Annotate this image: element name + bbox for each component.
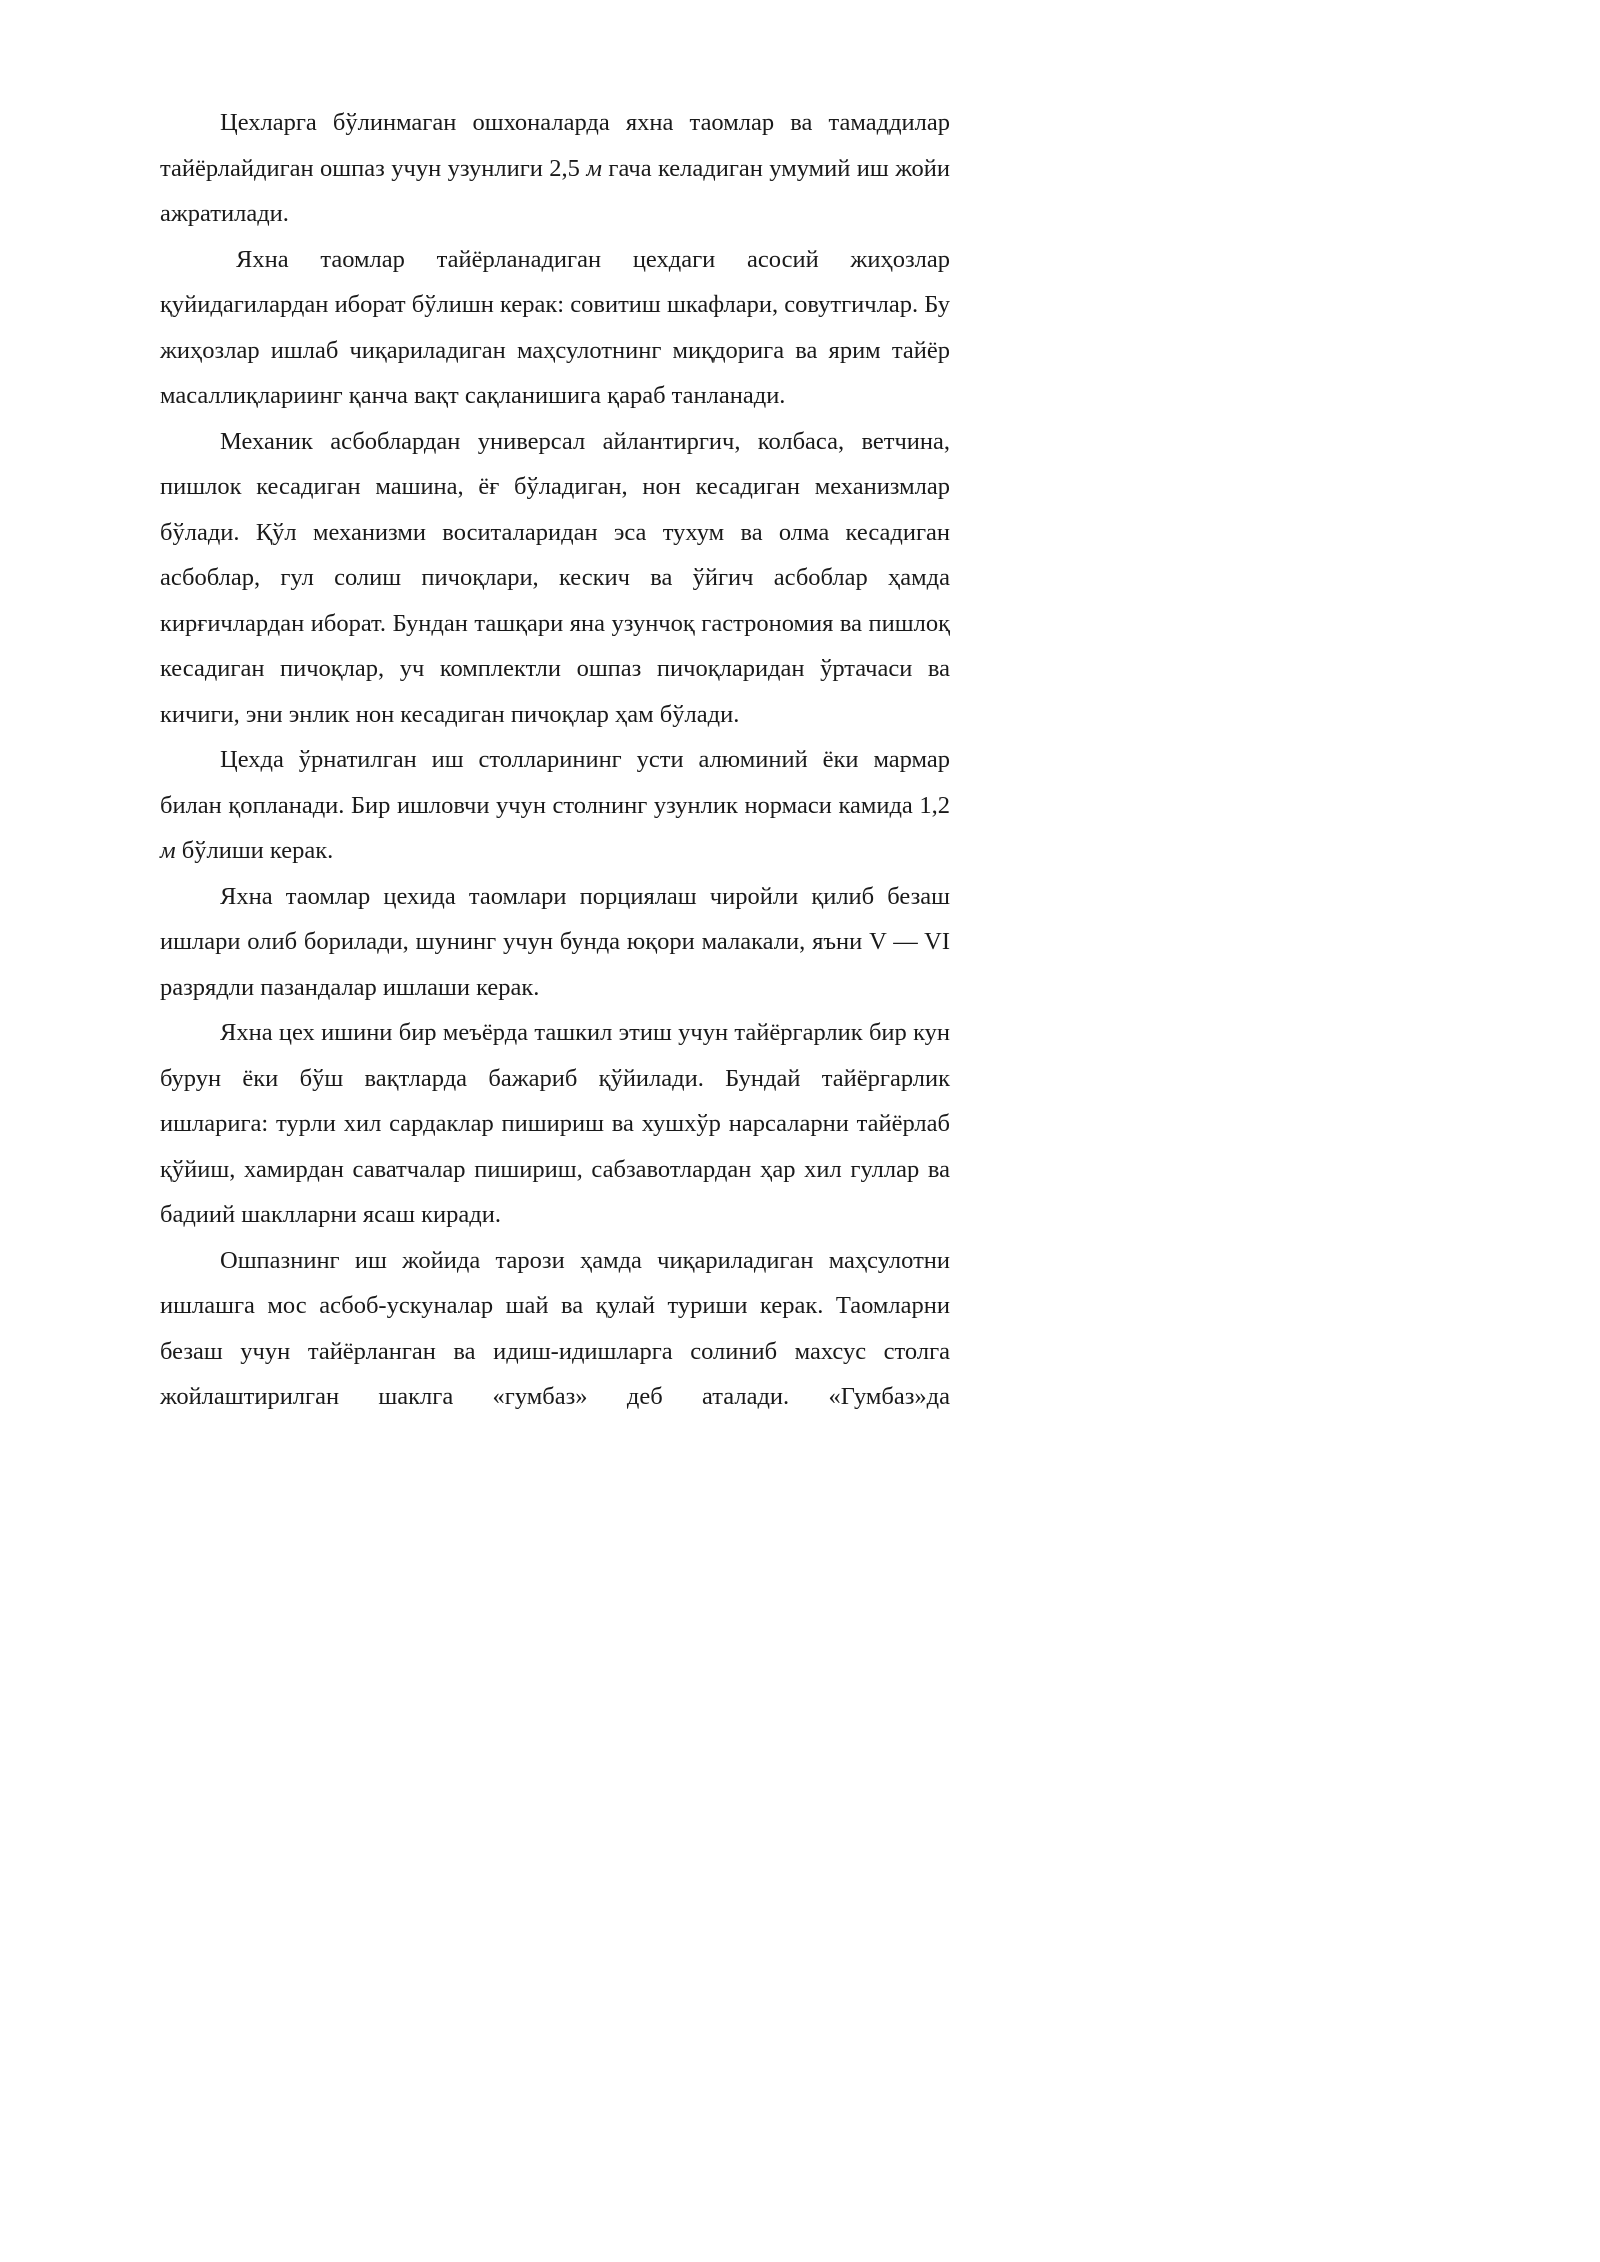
paragraph-4-text-a: Цехда ўрнатилган иш столларининг усти алюминий ёки мармар билан қопланади. Бир ишловчи учун столнинг узунлик нормаси камида 1,2: [160, 746, 950, 819]
paragraph-7: Ошпазнинг иш жойида тарози ҳамда чиқариладиган маҳсулотни ишлашга мос асбоб-ускуналар шай ва қулай туриши керак. Таомларни безаш учун тайёрланган ва идиш-идишларга солиниб махсус столга жойлаштирилган шаклга «гумбаз» деб аталади. «Гумбаз»да: [160, 1246, 950, 1410]
document-body: [160, 100, 950, 1420]
document-page: [0, 0, 1100, 1556]
paragraph-6: Яхна цех ишини бир меъёрда ташкил этиш учун тайёргарлик бир кун бурун ёки бўш вақтларда бажариб қўйилади. Бундай тайёргарлик ишларига: турли хил сардаклар пишириш ва хушхўр нарсаларни тайёрлаб қўйиш, хамирдан саватчалар пишириш, сабзавотлардан ҳар хил гуллар ва бадиий шаклларни ясаш киради.: [160, 1019, 950, 1228]
unit-metre: м: [160, 837, 176, 864]
paragraph-3: Механик асбоблардан универсал айлантиргич, колбаса, ветчина, пишлок кесадиган машина, ёғ бўладиган, нон кесадиган механизмлар бўлади. Қўл механизми воситаларидан эса тухум ва олма кесадиган асбоблар, гул солиш пичоқлари, кескич ва ўйгич асбоблар ҳамда кирғичлардан иборат. Бундан ташқари яна узунчоқ гастрономия ва пишлоқ кесадиган пичоқлар, уч комплектли ошпаз пичоқларидан ўртачаси ва кичиги, эни энлик нон кесадиган пичоқлар ҳам бўлади.: [160, 427, 950, 728]
paragraph-4-text-b: бўлиши керак.: [175, 837, 334, 864]
unit-metre: м: [586, 154, 602, 182]
paragraph-2: Яхна таомлар тайёрланадиган цехдаги асосий жиҳозлар қуйидагилардан иборат бўлишн керак: совитиш шкафлари, совутгичлар. Бу жиҳозлар ишлаб чиқариладиган маҳсулотнинг миқдорига ва ярим тайёр масаллиқлариинг қанча вақт сақланишига қараб танланади.: [160, 245, 950, 409]
paragraph-1: [160, 100, 950, 237]
paragraph-1-text-b: гача келадиган умумий иш жойи ажратилади.: [160, 154, 950, 227]
paragraph-5: Яхна таомлар цехида таомлари порциялаш чиройли қилиб безаш ишлари олиб борилади, шунинг учун бунда юқори малакали, яъни V — VI разрядли пазандалар ишлаши керак.: [160, 882, 950, 1001]
paragraph-1-text-a: Цехларга бўлинмаган ошхоналарда яхна таомлар ва тамаддилар тайёрлайдиган ошпаз учун узунлиги 2,5: [160, 109, 950, 182]
paragraph-4: [160, 737, 950, 874]
